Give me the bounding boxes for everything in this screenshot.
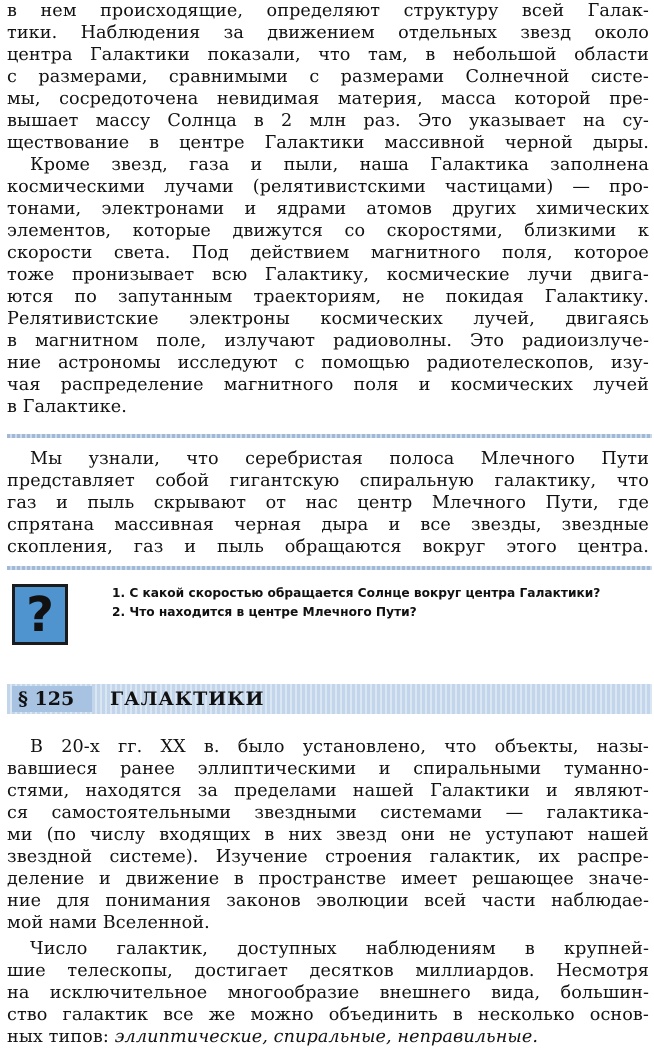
section-divider xyxy=(7,434,652,438)
text-line: тонами, электронами и ядрами атомов других химических xyxy=(7,199,649,219)
text-line: в магнитном поле, излучают радиоволны. Это радиоизлуче- xyxy=(7,331,649,351)
summary-line: Мы узнали, что серебристая полоса Млечного Пути xyxy=(30,449,649,469)
text-line: ся самостоятельными звездными системами — галактика- xyxy=(7,803,649,823)
text-line: элементов, которые движутся со скоростями, близкими к xyxy=(7,221,649,241)
text-line xyxy=(7,1026,649,1049)
summary-line: представляет собой гигантскую спиральную галактику, что xyxy=(7,471,649,491)
question-item: 1. С какой скоростью обращается Солнце вокруг центра Галактики? xyxy=(112,586,601,600)
text-line: мы, сосредоточена невидимая материя, масса которой пре- xyxy=(7,89,649,109)
text-line: на исключительное многообразие внешнего вида, большин- xyxy=(7,983,649,1003)
text-line: тики. Наблюдения за движением отдельных звезд около xyxy=(7,23,649,43)
text-line: Число галактик, доступных наблюдениям в крупней- xyxy=(30,939,649,959)
text-line: мой нами Вселенной. xyxy=(7,913,210,933)
summary-line: спрятана массивная черная дыра и все звезды, звездные xyxy=(7,515,649,535)
text-line: звездной системе). Изучение строения галактик, их распре- xyxy=(7,847,649,867)
section-heading-bar xyxy=(7,684,652,714)
text-line: скорости света. Под действием магнитного поля, которое xyxy=(7,243,649,263)
types-lead: ных типов: xyxy=(7,1027,115,1047)
text-line: В 20-х гг. XX в. было установлено, что объекты, назы- xyxy=(30,737,649,757)
section-number: § 125 xyxy=(12,686,92,712)
question-mark-icon: ? xyxy=(12,584,68,645)
summary-line: скопления, газ и пыль обращаются вокруг этого центра. xyxy=(7,537,649,557)
text-line: ми (по числу входящих в них звезд они не уступают нашей xyxy=(7,825,649,845)
text-line: ние для понимания законов эволюции всей части наблюдае- xyxy=(7,891,649,911)
section-title: ГАЛАКТИКИ xyxy=(110,688,265,710)
text-line: ство галактик все же можно объединить в несколько основ- xyxy=(7,1005,649,1025)
text-line: ние астрономы исследуют с помощью радиотелескопов, изу- xyxy=(7,353,649,373)
text-line: в Галактике. xyxy=(7,397,127,417)
text-line: тоже пронизывает всю Галактику, космические лучи двига- xyxy=(7,265,649,285)
text-line: чая распределение магнитного поля и космических лучей xyxy=(7,375,649,395)
text-line: космическими лучами (релятивистскими частицами) — про- xyxy=(7,177,649,197)
text-line: центра Галактики показали, что там, в небольшой области xyxy=(7,45,649,65)
summary-line: газ и пыль скрывают от нас центр Млечного Пути, где xyxy=(7,493,649,513)
text-line: Релятивистские электроны космических лучей, двигаясь xyxy=(7,309,649,329)
text-line: в нем происходящие, определяют структуру всей Галак- xyxy=(7,1,649,21)
text-line: вышает массу Солнца в 2 млн раз. Это указывает на су- xyxy=(7,111,649,131)
text-line: Кроме звезд, газа и пыли, наша Галактика заполнена xyxy=(30,155,649,175)
text-line: вавшиеся ранее эллиптическими и спиральными туманно- xyxy=(7,759,649,779)
question-item: 2. Что находится в центре Млечного Пути? xyxy=(112,605,417,619)
text-line: ществование в центре Галактики массивной черной дыры. xyxy=(7,133,649,153)
text-line: стями, находятся за пределами нашей Галактики и являют- xyxy=(7,781,649,801)
section-divider xyxy=(7,566,652,570)
galaxy-types: эллиптические, спиральные, неправильные. xyxy=(114,1027,539,1047)
text-line: с размерами, сравнимыми с размерами Солнечной систе- xyxy=(7,67,649,87)
text-line: ются по запутанным траекториям, не покидая Галактику. xyxy=(7,287,649,307)
text-line: шие телескопы, достигает десятков миллиардов. Несмотря xyxy=(7,961,649,981)
text-line: деление и движение в пространстве имеет решающее значе- xyxy=(7,869,649,889)
